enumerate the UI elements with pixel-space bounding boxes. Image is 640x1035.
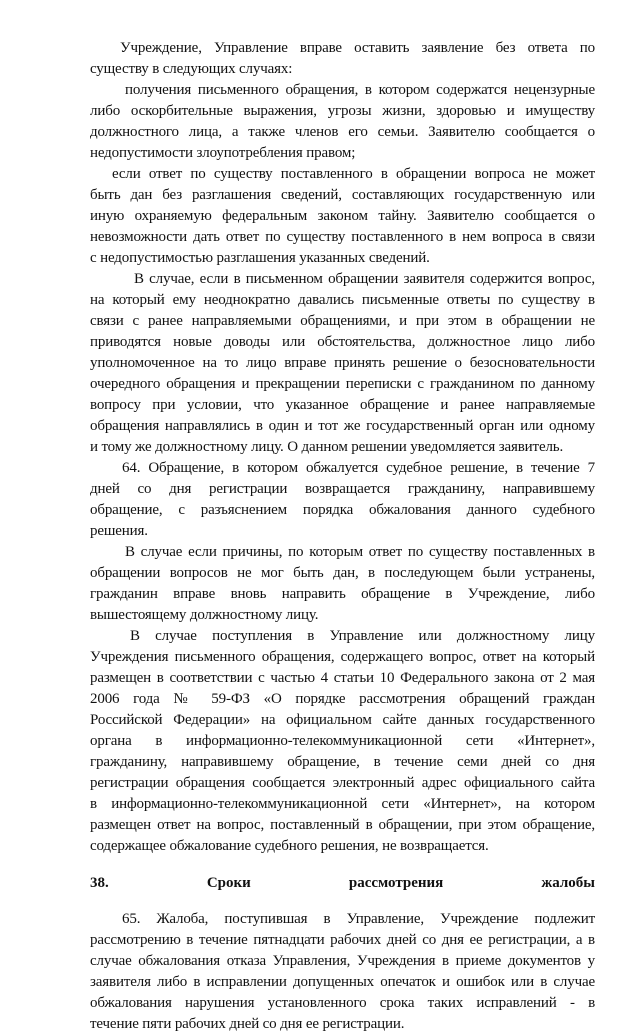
text-line: иную охраняемую федеральным законом тайну. Заявителю сообщается о xyxy=(90,208,595,224)
text-line: 2006 года № 59-ФЗ «О порядке рассмотрения обращений граждан xyxy=(90,691,595,707)
text-line: быть дан без разглашения сведений, составляющих государственную или xyxy=(90,187,595,203)
text-line: В случае если причины, по которым ответ по существу поставленных в xyxy=(125,544,595,560)
text-line: недопустимости злоупотребления правом; xyxy=(90,145,356,161)
text-line: Учреждения письменного обращения, содержащего вопрос, ответ на который xyxy=(90,649,595,665)
text-line: вышестоящему должностному лицу. xyxy=(90,607,319,623)
text-line: содержащее обжалование судебного решения, не возвращается. xyxy=(90,838,489,854)
text-line: обращения направлялись в один и тот же государственный орган или одному xyxy=(90,418,595,434)
text-line: В случае поступления в Управление или должностному лицу xyxy=(130,628,595,644)
text-line: органа в информационно-телекоммуникационной сети «Интернет», xyxy=(90,733,595,749)
text-line: гражданин вправе вновь направить обращение в Учреждение, либо xyxy=(90,586,595,602)
text-line: очередного обращения и прекращении переписки с гражданином по данному xyxy=(90,376,595,392)
text-line: Учреждение, Управление вправе оставить заявление без ответа по xyxy=(120,40,595,56)
text-line: невозможности дать ответ по существу поставленного в нем вопроса в связи xyxy=(90,229,595,245)
text-line: должностного лица, а также членов его семьи. Заявителю сообщается о xyxy=(90,124,595,140)
text-line: 65. Жалоба, поступившая в Управление, Учреждение подлежит xyxy=(122,911,595,927)
text-line: обжалования нарушения установленного срока таких исправлений - в xyxy=(90,995,595,1011)
text-line: приводятся новые доводы или обстоятельства, должностное лицо либо xyxy=(90,334,595,350)
text-line: дней со дня регистрации возвращается гражданину, направившему xyxy=(90,481,595,497)
text-line: в информационно-телекоммуникационной сети «Интернет», на котором xyxy=(90,796,595,812)
text-line: В случае, если в письменном обращении заявителя содержится вопрос, xyxy=(134,271,595,287)
text-line: течение пяти рабочих дней со дня ее регистрации. xyxy=(90,1016,405,1032)
text-line: связи с ранее направляемыми обращениями, и при этом в обращении не xyxy=(90,313,595,329)
text-line: рассмотрению в течение пятнадцати рабочих дней со дня ее регистрации, а в xyxy=(90,932,595,948)
text-line: заявителя либо в исправлении допущенных опечаток и ошибок или в случае xyxy=(90,974,595,990)
text-line: с недопустимостью разглашения указанных сведений. xyxy=(90,250,430,266)
text-line: если ответ по существу поставленного в обращении вопроса не может xyxy=(112,166,595,182)
text-line: размещен ответ на вопрос, поставленный в обращении, при этом обращение, xyxy=(90,817,595,833)
text-line: гражданину, направившему обращение, в течение семи дней со дня xyxy=(90,754,595,770)
text-line: уполномоченное на то лицо вправе принять решение о безосновательности xyxy=(90,355,595,371)
text-line: регистрации обращения сообщается электронный адрес официального сайта xyxy=(90,775,595,791)
text-line: вопросу при условии, что указанное обращение и ранее направляемые xyxy=(90,397,595,413)
text-line: размещен в соответствии с частью 4 статьи 10 Федерального закона от 2 мая xyxy=(90,670,595,686)
document-body xyxy=(90,38,595,1035)
text-line: решения. xyxy=(90,523,148,539)
text-line: обращение, с разъяснением порядка обжалования данного судебного xyxy=(90,502,595,518)
text-line: Российской Федерации» на официальном сайте данных государственного xyxy=(90,712,595,728)
text-line: либо оскорбительные выражения, угрозы жизни, здоровью и имуществу xyxy=(90,103,595,119)
text-line: случае обжалования отказа Управления, Учреждения в приеме документов у xyxy=(90,953,595,969)
section-heading: 38. Сроки рассмотрения жалобы xyxy=(90,875,595,891)
text-line: существу в следующих случаях: xyxy=(90,61,293,77)
text-line: на который ему неоднократно давались письменные ответы по существу в xyxy=(90,292,595,308)
text-line: 64. Обращение, в котором обжалуется судебное решение, в течение 7 xyxy=(122,460,595,476)
text-line: получения письменного обращения, в котором содержатся нецензурные xyxy=(125,82,595,98)
text-line: и тому же должностному лицу. О данном решении уведомляется заявитель. xyxy=(90,439,564,455)
text-line: обращении вопросов не мог быть дан, в последующем были устранены, xyxy=(90,565,595,581)
